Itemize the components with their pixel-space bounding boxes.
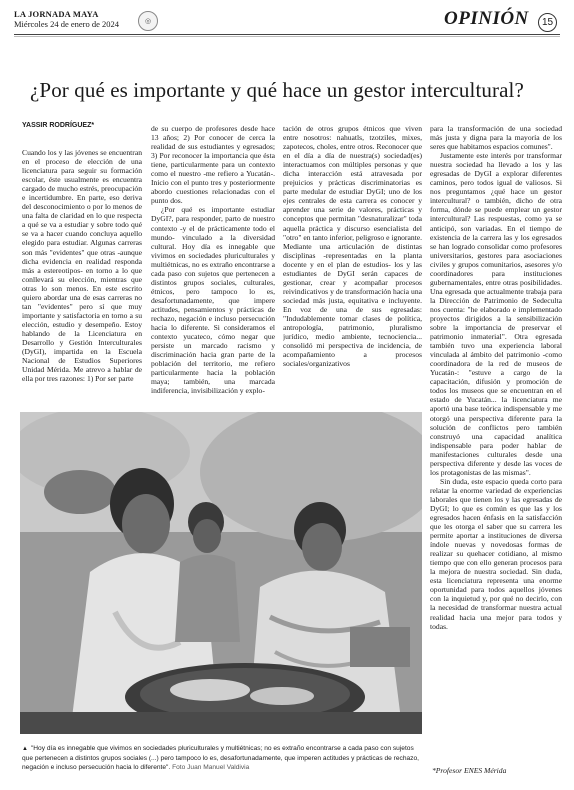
paragraph: Sin duda, este espacio queda corto para relatar la enorme variedad de experiencias laborales que tienen los y las egresadas de DyGI; lo que es común es que las y los egresados hacen énfasis en la satisfacción que les otorga el saber que su carrera les permite aportar a instituciones de diversa índole nuevas y novedosas formas de realizar su quehacer cotidiano, al mismo tiempo que con ello generan procesos para la mejora de nuestra sociedad. Sin duda, esta licenciatura representa una enorme oportunidad para todos aquellos jóvenes con la inquietud y, por qué no decirlo, con la necesidad de transformar nuestra actual realidad hacia una mejor para todos y todas. — [430, 476, 562, 631]
article-headline: ¿Por qué es importante y qué hace un gestor intercultural? — [30, 78, 524, 102]
photo-illustration — [20, 412, 422, 734]
newspaper-logo-icon: ◎ — [138, 11, 158, 31]
article-column-4 — [430, 124, 562, 764]
article-column-3 — [283, 124, 422, 406]
paragraph: Justamente este interés por transformar nuestra sociedad ha llevado a los y las egresadas de DyGI a explorar diferentes caminos, pero todos igual de valiosos. Si nos preguntamos ¿qué hace un gestor intercultural? o también, dicho de otra forma, dónde se puede emplear un gestor intercultural? Las respuestas, como ya se anticipó, son variadas. En el tiempo de existencia de la carrera las y los egresados se han logrado consolidar como profesores universitarios, gestores para asociaciones civiles y grupos comunitarios, asesores y/o coordinadores para instituciones gubernamentales, entre otras posibilidades. Una egresada que actualmente trabaja para la Dirección de Patrimonio de Sedeculta nos cuenta: "he elaborado e implementado proyectos dirigidos a la sensibilización sobre la importancia de preservar el patrimonio inmaterial". Otra egresada también tuvo una experiencia laboral vinculada al ámbito del patrimonio -como coordinadora de la red de museos de Yucatán-: "estuve a cargo de la capacitación, difusión y promoción de todos los museos que se encuentran en el estado de Yucatán... la licenciatura me aportó una base teórica indispensable y me otorgó una perspectiva diferente para la solución de conflictos pero también construyó una capacidad analítica indispensable para poder hablar de manifestaciones culturales desde una perspectiva diferente y desde las voces de los protagonistas de las mismas". — [430, 151, 562, 477]
article-photo — [20, 412, 422, 734]
paragraph: ¿Por qué es importante estudiar DyGI?, para responder, parto de nuestro contexto -y el de prácticamente todo el mundo- vinculado a la diversidad cultural. Hoy día es innegable que vivimos en sociedades pluriculturales y multiétnicas, no es extraño encontrarse a cada paso con sujetos que pertenecen a distintos grupos sociales, culturales, étnicos, pero tampoco lo es, desafortunadamente, que impere actitudes, pensamientos y prácticas de rechazo, negación e incluso persecución hacia lo diferente. Si consideramos el contexto yucateco, cómo negar que persiste un marcado racismo y discriminación hacia gran parte de la población del territorio, me refiero particularmente hacia la población maya; también, una marcada indiferencia, invisibilización y explo- — [151, 205, 275, 396]
header-divider-thin — [14, 36, 560, 37]
article-column-2 — [151, 124, 275, 406]
author-signature: *Profesor ENES Mérida — [432, 766, 507, 775]
caption-text: "Hoy día es innegable que vivimos en sociedades pluriculturales y multiétnicas; no es extraño encontrarse a cada paso con sujetos que pertenecen a distintos grupos sociales (...) pero tampoco lo es, desafortunadamente, que imperen actitudes y prácticas de rechazo, negación e incluso persecución hacia lo diferente". — [22, 745, 419, 771]
masthead — [14, 9, 119, 29]
header-divider — [14, 34, 560, 35]
issue-date: Miércoles 24 de enero de 2024 — [14, 19, 120, 29]
author-byline: YASSIR RODRÍGUEZ* — [22, 122, 95, 129]
page-number: 15 — [538, 13, 557, 32]
photo-credit: Foto Juan Manuel Valdivia — [172, 764, 250, 771]
section-title: OPINIÓN — [444, 8, 529, 29]
triangle-marker-icon: ▲ — [22, 746, 28, 752]
photo-caption — [22, 744, 424, 772]
paragraph: para la transformación de una sociedad más justa y digna para la mayoría de los seres que habitamos espacios comunes". — [430, 124, 562, 152]
article-column-1 — [22, 148, 142, 406]
paragraph: Cuando los y las jóvenes se encuentran en el proceso de elección de una licenciatura para seguir su formación escolar, éste usualmente es encuentra cargado de mucho estrés, preocupación e incertidumbre. En parte, eso deriva del desconocimiento o por lo menos de una falta de claridad en lo que respecta a qué se va a estudiar y sobre todo qué se va a hacer cuando concluya aquello elegido para estudiar. Algunas carreras son más "evidentes" que otras -aunque dicha evidencia en realidad responda más a estereotipos- en torno a lo que conllevará su elección, mientras que otras lo son menos. En este escrito quiero abordar una de esas carreras no tan "evidentes" pero sí que muy importante y satisfactoria en torno a su elección, estudio y desempeño. Estoy hablando de la Licenciatura en Desarrollo y Gestión Interculturales (DyGI), impartida en la Escuela Nacional de Estudios Superiores Unidad Mérida. Me atrevo a hablar de ella por tres razones: 1) Por ser parte — [22, 148, 142, 384]
publication-name: LA JORNADA MAYA — [14, 9, 99, 19]
paragraph: de su cuerpo de profesores desde hace 13 años; 2) Por conocer de cerca la realidad de sus estudiantes y egresados; 3) Por reconocer la importancia que ésta tiene, particularmente para un contexto como el nuestro -me refiero a Yucatán-. Inicio con el punto tres y posteriormente abordo cuestiones relacionadas con el punto dos. — [151, 124, 275, 206]
paragraph: tación de otros grupos étnicos que viven entre nosotros: nahuatls, tzotziles, mixes, zapotecos, choles, entre otros. Reconocer que en el día a día de nuestra(s) sociedad(es) interactuamos con múltiples personas y que dicha interacción está atravesada por prejuicios y prácticas discriminatorias es parte medular de estudiar DyGI; uno de los ejes centrales de esta carrera es conocer y aprender una serie de valores, prácticas y conceptos que permitan "desnaturalizar" toda aquella práctica y discurso esencialista del "otro" en tanto inferior, peligroso e ignorante. Mediante una articulación de distintas disciplinas -representadas en la planta docente y en el plan de estudios- los y las estudiantes de DyGI serán capaces de gestionar, crear y acompañar procesos reivindicativos y de transformación hacia una sociedad más justa, equitativa e incluyente. En voz de una de sus egresadas: "Indudablemente tomar clases de política, antropología, patrimonio, pluralismo jurídico, medio ambiente, tecnociencia... consolidó mi perspectiva de incidencia, de acompañamiento a procesos sociales/organizativos — [283, 124, 422, 369]
